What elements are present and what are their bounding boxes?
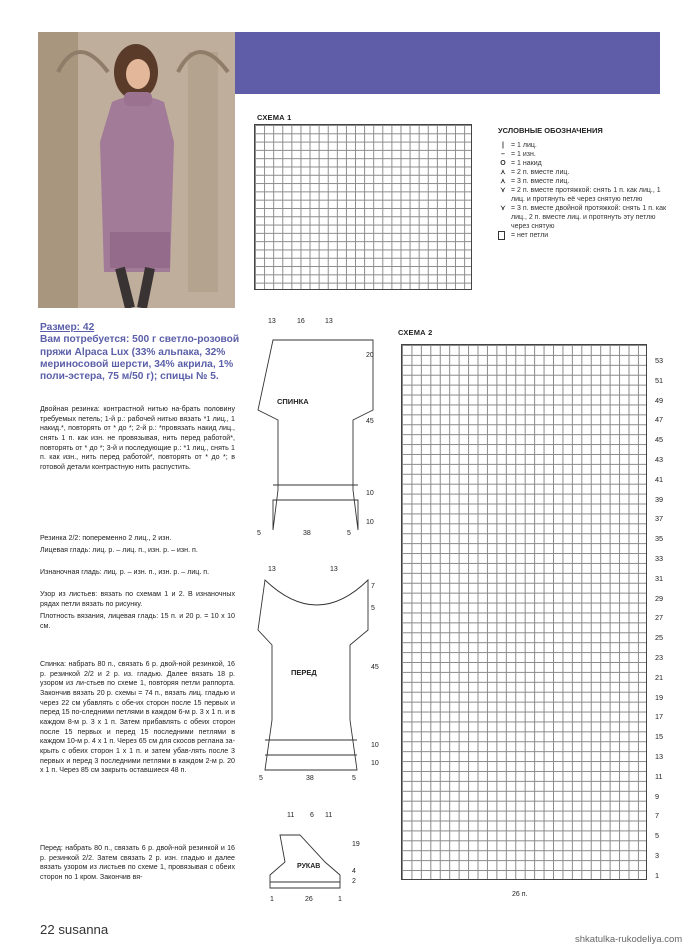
row-number: 27 bbox=[655, 613, 664, 623]
row-number: 47 bbox=[655, 415, 664, 425]
knit-symbol: | bbox=[502, 142, 504, 149]
dim-label: 38 bbox=[303, 530, 311, 537]
legend-text: = 2 п. вместе лиц. bbox=[511, 169, 570, 176]
dim-label: 5 bbox=[371, 605, 375, 612]
row-number: 9 bbox=[655, 791, 660, 801]
dim-label: 45 bbox=[371, 664, 379, 671]
k3tog-symbol: ⋏ bbox=[500, 178, 506, 185]
dim-label: 5 bbox=[347, 530, 351, 537]
no-stitch-symbol bbox=[498, 231, 505, 240]
row-number: 29 bbox=[655, 593, 664, 603]
dim-label: 10 bbox=[371, 742, 379, 749]
size-label: Размер: 42 bbox=[40, 322, 95, 333]
legend-text: = нет петли bbox=[511, 232, 549, 239]
legend-item bbox=[498, 159, 673, 168]
row-number: 25 bbox=[655, 633, 664, 643]
rib-paragraph: Резинка 2/2: попеременно 2 лиц., 2 изн. bbox=[40, 534, 172, 542]
dim-label: 5 bbox=[257, 530, 261, 537]
dim-label: 45 bbox=[366, 418, 374, 425]
pattern-pieces bbox=[240, 310, 400, 910]
dim-label: 13 bbox=[268, 318, 276, 325]
dim-label: 38 bbox=[306, 775, 314, 782]
row-number: 31 bbox=[655, 573, 664, 583]
row-number: 13 bbox=[655, 752, 664, 761]
gauge-paragraph: Плотность вязания, лицевая гладь: 15 п. и 20 р. = 10 x 10 см. bbox=[40, 612, 235, 630]
row-number: 23 bbox=[655, 653, 664, 662]
stockinette-paragraph: Лицевая гладь: лиц. р. – лиц. п., изн. р. – изн. п. bbox=[40, 546, 198, 554]
dim-label: 19 bbox=[352, 841, 360, 848]
dim-label: 10 bbox=[366, 519, 374, 526]
dim-label: 7 bbox=[371, 583, 375, 590]
row-number: 1 bbox=[655, 870, 660, 880]
legend-text: = 1 лиц. bbox=[511, 142, 537, 149]
row-number: 37 bbox=[655, 514, 664, 524]
legend-item bbox=[498, 168, 673, 177]
page-number: 22 susanna bbox=[40, 922, 109, 937]
legend-item bbox=[498, 177, 673, 186]
double-decrease-symbol: ⋎ bbox=[500, 205, 506, 212]
row-number: 35 bbox=[655, 534, 664, 544]
dim-label: 13 bbox=[325, 318, 333, 325]
back-outline bbox=[258, 340, 373, 530]
dim-label: 2 bbox=[352, 878, 356, 885]
leaf-pattern-paragraph: Узор из листьев: вязать по схемам 1 и 2. В изнаночных рядах петли вязать по рисунку. bbox=[40, 590, 235, 608]
sleeve-outline bbox=[270, 835, 340, 888]
header-banner bbox=[235, 32, 660, 94]
row-number: 5 bbox=[655, 831, 660, 841]
row-number: 3 bbox=[655, 851, 660, 860]
scheme1-chart bbox=[254, 124, 472, 290]
sleeve-label: РУКАВ bbox=[297, 863, 321, 870]
row-number: 19 bbox=[655, 692, 664, 702]
row-number: 43 bbox=[655, 455, 664, 464]
scheme2-width-label: 26 п. bbox=[512, 891, 528, 898]
legend-item bbox=[498, 150, 673, 159]
reverse-stockinette-paragraph: Изнаночная гладь: лиц. р. – изн. п., изн. р. – лиц. п. bbox=[40, 568, 210, 576]
scheme1-title: СХЕМА 1 bbox=[257, 113, 292, 122]
dim-label: 10 bbox=[366, 490, 374, 497]
dim-label: 13 bbox=[268, 566, 276, 573]
legend-text: = 1 изн. bbox=[511, 151, 536, 158]
yarn-over-symbol: O bbox=[500, 160, 506, 167]
row-number: 21 bbox=[655, 672, 664, 682]
dim-label: 1 bbox=[338, 896, 342, 903]
dim-label: 1 bbox=[270, 896, 274, 903]
dim-label: 4 bbox=[352, 868, 356, 875]
dim-label: 5 bbox=[352, 775, 356, 782]
double-rib-paragraph: Двойная резинка: контрастной нитью на-брать половину требуемых петель; 1-й р.: рабочей нитью вязать *1 лиц., 1 накид.*, повторять от * до *; 2-й р.: *провязать накид лиц., снять 1 п. как изн. не провязывая, нить перед работой*, повторять от * до *; 3-й и последующие р.: *1 лиц., снять 1 п. как изн., нить перед работой*, повторять от * до *; в готовой детали контрастную нить распустить. bbox=[40, 405, 235, 471]
materials-text: Вам потребуется: 500 г светло-розовой пряжи Alpaca Lux (33% альпака, 32% мериносовой шерсти, 34% акрила, 1% поли-эстера, 75 м/50 г); спицы № 5. bbox=[40, 334, 240, 383]
dim-label: 20 bbox=[366, 352, 374, 359]
back-label: СПИНКА bbox=[277, 397, 309, 406]
front-label: ПЕРЕД bbox=[291, 668, 317, 677]
legend bbox=[498, 126, 673, 240]
purl-symbol: – bbox=[501, 151, 505, 158]
dim-label: 16 bbox=[297, 318, 305, 325]
legend-text: = 2 п. вместе протяжкой: снять 1 п. как лиц., 1 лиц. и протянуть её через снятую петлю bbox=[511, 187, 661, 203]
row-number: 33 bbox=[655, 554, 664, 563]
legend-item bbox=[498, 141, 673, 150]
legend-item bbox=[498, 231, 673, 240]
dim-label: 11 bbox=[287, 812, 295, 819]
row-number: 45 bbox=[655, 435, 664, 445]
legend-item bbox=[498, 204, 673, 231]
source-url: shkatulka-rukodeliya.com bbox=[575, 934, 683, 945]
legend-item bbox=[498, 186, 673, 204]
model-photo bbox=[38, 32, 235, 308]
row-number: 11 bbox=[655, 771, 663, 781]
dim-label: 26 bbox=[305, 896, 313, 903]
ssk-symbol: ⋎ bbox=[500, 187, 506, 194]
row-number: 15 bbox=[655, 732, 664, 742]
scheme2-chart bbox=[401, 344, 647, 880]
dim-label: 10 bbox=[371, 760, 379, 767]
dim-label: 11 bbox=[325, 812, 333, 819]
front-paragraph: Перед: набрать 80 п., связать 6 р. двой-ной резинкой и 16 р. резинкой 2/2. Затем связать 2 р. изн. гладью и далее вязать узором из листьев по схеме 1, провязывая с обеих сторон по 1 кром. Закончив вя- bbox=[40, 844, 235, 881]
legend-text: = 1 накид bbox=[511, 160, 542, 167]
dim-label: 13 bbox=[330, 566, 338, 573]
row-number: 49 bbox=[655, 395, 664, 405]
scheme2-title: СХЕМА 2 bbox=[398, 328, 433, 337]
row-number: 39 bbox=[655, 494, 664, 504]
row-number: 53 bbox=[655, 356, 664, 365]
legend-title: УСЛОВНЫЕ ОБОЗНАЧЕНИЯ bbox=[498, 126, 603, 135]
materials-block bbox=[40, 322, 240, 383]
row-number: 41 bbox=[655, 474, 664, 484]
row-number: 51 bbox=[655, 375, 664, 385]
dim-label: 6 bbox=[310, 812, 314, 819]
legend-text: = 3 п. вместе двойной протяжкой: снять 1 п. как лиц., 2 п. вместе лиц. и протянуть эту петлю через снятую bbox=[511, 205, 667, 230]
k2tog-symbol: ⋏ bbox=[500, 169, 506, 176]
dim-label: 5 bbox=[259, 775, 263, 782]
legend-text: = 3 п. вместе лиц. bbox=[511, 178, 570, 185]
row-number: 17 bbox=[655, 712, 664, 722]
row-number: 7 bbox=[655, 811, 660, 821]
back-paragraph: Спинка: набрать 80 п., связать 6 р. двой-ной резинкой, 16 р. резинкой 2/2 и 2 р. из. гладью. Далее вязать 18 р. узором из ли-стьев по схеме 1, повторяя петли раппорта. Закончив вязать 20 р. схемы = 74 п., вязать лиц. гладью и через 22 см убавлять с обе-их сторон после 15 первых и перед 15 по-следними петлями в каждом 6-м р. 3 x 1 п. и в каждом 8-м р. 3 x 1 п. Затем прибавлять с обеих сторон после 15 первых и перед 15 последними петлями в каждом 10-м р. 4 x 1 п. Через 65 см для скосов реглана за-крыть с обеих сторон 1 x 1 п. и затем убав-лять после 3 первых и перед 3 последними петлями в каждом 2-м р. 20 x 1 п. Через 85 см закрыть оставшиеся 48 п. bbox=[40, 660, 235, 775]
